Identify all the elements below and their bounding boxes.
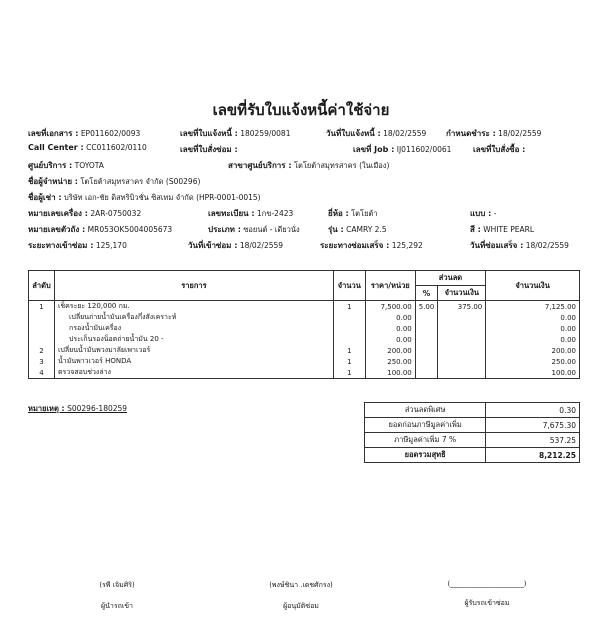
signature-role: ผู้รับรถเข้าซ่อม <box>464 599 510 607</box>
row-discount-amount <box>438 367 486 379</box>
row-item: ประเก็นรองน็อตถ่ายน้ำมัน 20 - <box>54 334 333 345</box>
summary-row-total: ยอดรวมสุทธิ 8,212.25 <box>365 448 580 463</box>
row-amount: 200.00 <box>486 345 580 356</box>
summary-table <box>364 402 580 463</box>
row-price: 0.00 <box>365 312 415 323</box>
table-row <box>29 334 580 345</box>
col-discount: ส่วนลด <box>415 271 486 286</box>
remark <box>28 403 127 415</box>
col-item: รายการ <box>54 271 333 301</box>
table-row <box>29 345 580 356</box>
row-discount-amount <box>438 345 486 356</box>
signature-driver <box>52 580 182 612</box>
document-title: เลขที่รับใบแจ้งหนี้ค่าใช้จ่าย <box>212 101 390 119</box>
row-discount-pct <box>415 334 438 345</box>
row-amount: 250.00 <box>486 356 580 367</box>
col-no: ลำดับ <box>29 271 55 301</box>
row-amount: 0.00 <box>486 323 580 334</box>
row-qty: 1 <box>333 345 365 356</box>
col-discount-amount: จำนวนเงิน <box>438 286 486 301</box>
signature-approver <box>236 580 366 612</box>
row-qty <box>333 334 365 345</box>
summary-row: ยอดก่อนภาษีมูลค่าเพิ่ม 7,675.30 <box>365 418 580 433</box>
row-price: 250.00 <box>365 356 415 367</box>
row-discount-pct <box>415 345 438 356</box>
row-no: 4 <box>29 367 55 379</box>
row-qty: 1 <box>333 301 365 313</box>
row-qty <box>333 312 365 323</box>
row-discount-amount <box>438 323 486 334</box>
row-discount-amount: 375.00 <box>438 301 486 313</box>
col-qty: จำนวน <box>333 271 365 301</box>
col-price: ราคา/หน่วย <box>365 271 415 301</box>
signature-role: ผู้อนุมัติซ่อม <box>283 602 319 610</box>
signature-name: (พงษ์ชินา .เดชศักรง) <box>269 581 333 589</box>
row-no <box>29 312 55 323</box>
row-discount-pct <box>415 323 438 334</box>
row-discount-amount <box>438 334 486 345</box>
signature-name: (รพี เจิมศิริ) <box>99 581 135 589</box>
row-item: เปลี่ยนถ่ายน้ำมันเครื่องกึ่งสังเคราะห์ <box>54 312 333 323</box>
row-item: เปลี่ยนน้ำมันพวงมาลัยเพาเวอร์ <box>54 345 333 356</box>
row-no <box>29 323 55 334</box>
remark-label: หมายเหตุ : <box>28 404 65 413</box>
row-item: น้ำมันพาวเวอร์ HONDA <box>54 356 333 367</box>
col-discount-pct: % <box>415 286 438 301</box>
remark-value: S00296-180259 <box>67 404 128 413</box>
row-no: 2 <box>29 345 55 356</box>
row-no <box>29 334 55 345</box>
row-price: 7,500.00 <box>365 301 415 313</box>
row-item: กรองน้ำมันเครื่อง <box>54 323 333 334</box>
row-discount-pct <box>415 312 438 323</box>
invoice-document: เลขที่รับใบแจ้งหนี้ค่าใช้จ่าย เลขที่เอกสาร : EP011602/0093 เลขที่ใบแจ้งหนี้ : 180259/0081 วันที่ใบแจ้งหนี้ : 18/02/2559 กำหนดชำระ : 18/02/2559 Call Center : CC011602/0110 เลขที่ใบสั่งซ่อม : เลขที่ Job : IJ011602/0061 เลขที่ใบสั่งซื้อ : ศูนย์บริการ : TOYOTA สาขาศูนย์บริการ : โตโยต้าสมุทรสาคร (ในเมือง) ชื่อผู้จำหน่าย : โตโยต้าสมุทรสาคร จำกัด (S00296) ชื่อผู้เช่า : บริษัท เอก-ชัย ดิสทริบิวชั่น ซิสเทม จำกัด (HPR-0001-0015) หมายเลขเครื่อง : 2AR-0750032 เลขทะเบียน : 1กข-2423 ยี่ห้อ : โตโยต้า แบบ : - หมายเลขตัวถัง : MR053OK5004005673 ประเภท : ซอยนต์ - เดียวนั่ง รุ่น : CAMRY 2.5 สี : WHITE PEARL ระยะทางเข้าซ่อม : 125,170 วันที่เข้าซ่อม : 18/02/2559 ระยะทางซ่อมเสร็จ : 125,292 วันที่ซ่อมเสร็จ : 18/02/2559 ลำดับ รายการ จำนวน ราคา/หน่วย ส่วนลด จำนวนเงิน % จำนวนเงิน 1 เช็คระยะ 120,000 กม. 1 7,500.00 5.00 375.00 7,125.00 เปลี่ยนถ่ายน้ำมันเครื่องกึ่งสังเคราะห์ 0.00 0.00 กรองน้ำมันเครื่อง 0.00 0.00 ประเก็นรองน็อตถ่ายน้ำมัน 20 - 0.00 0.00 2 เปลี่ยนน้ำมันพวงมาลัยเพาเวอร์ 1 200.00 200.00 3 น้ำมันพาวเวอร์ HONDA 1 250.00 250.00 4 ตรวจสอบช่วงล่าง 1 100.00 100.00 หมายเหตุ : S00296-180259 ส่วนลดพิเศษ 0.30 ยอดก่อนภาษีมูลค่าเพิ่ม 7,675.30 ภาษีมูลค่าเพิ่ม 7 % 537.25 ยอดรวมสุทธิ 8,212.25 (รพี เจิมศิริ) ผู้นำรถเข้า (พงษ์ชินา .เดชศักรง) ผู้อนุมัติซ่อม (_____________________) ผู้รับรถเข้าซ่อม <box>0 0 602 620</box>
row-no: 3 <box>29 356 55 367</box>
row-discount-amount <box>438 312 486 323</box>
table-row <box>29 312 580 323</box>
row-item: ตรวจสอบช่วงล่าง <box>54 367 333 379</box>
items-body <box>29 301 580 379</box>
table-row <box>29 356 580 367</box>
row-amount: 100.00 <box>486 367 580 379</box>
signature-receiver <box>422 580 552 609</box>
row-amount: 0.00 <box>486 334 580 345</box>
row-qty: 1 <box>333 356 365 367</box>
signature-name: (_____________________) <box>447 580 527 588</box>
row-qty <box>333 323 365 334</box>
row-price: 0.00 <box>365 334 415 345</box>
signature-role: ผู้นำรถเข้า <box>101 602 133 610</box>
row-discount-pct <box>415 356 438 367</box>
row-qty: 1 <box>333 367 365 379</box>
row-price: 100.00 <box>365 367 415 379</box>
row-discount-pct <box>415 367 438 379</box>
summary-row: ภาษีมูลค่าเพิ่ม 7 % 537.25 <box>365 433 580 448</box>
table-row <box>29 301 580 313</box>
table-row <box>29 367 580 379</box>
row-amount: 0.00 <box>486 312 580 323</box>
row-discount-pct: 5.00 <box>415 301 438 313</box>
row-price: 200.00 <box>365 345 415 356</box>
row-price: 0.00 <box>365 323 415 334</box>
items-table <box>28 270 580 379</box>
table-row <box>29 323 580 334</box>
row-no: 1 <box>29 301 55 313</box>
summary-row: ส่วนลดพิเศษ 0.30 <box>365 403 580 418</box>
col-amount: จำนวนเงิน <box>486 271 580 301</box>
row-discount-amount <box>438 356 486 367</box>
row-item: เช็คระยะ 120,000 กม. <box>54 301 333 313</box>
row-amount: 7,125.00 <box>486 301 580 313</box>
